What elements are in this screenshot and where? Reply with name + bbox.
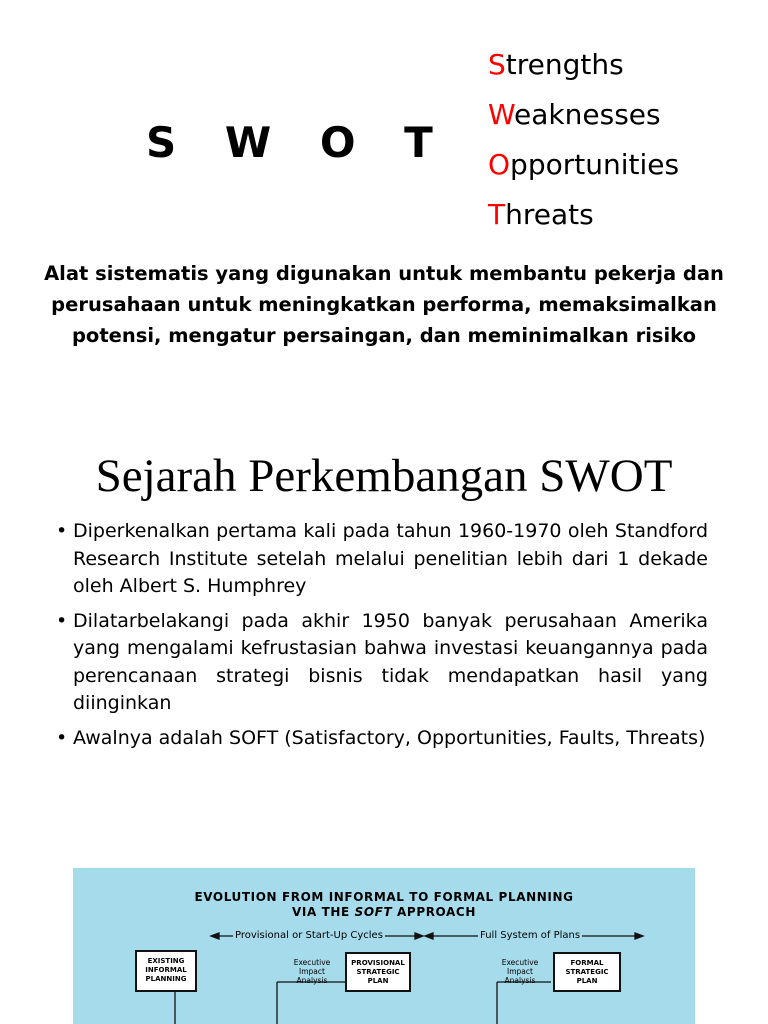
box-line: FORMAL xyxy=(570,959,604,967)
analysis-line: Executive xyxy=(501,958,539,967)
swot-item-strengths xyxy=(488,40,679,90)
bullet-text: Awalnya adalah SOFT (Satisfactory, Opportunities, Faults, Threats) xyxy=(73,726,706,749)
title-emphasis: SOFT xyxy=(354,905,393,919)
analysis-line: Impact xyxy=(299,967,325,976)
bullet-item xyxy=(56,608,708,718)
swot-item-threats xyxy=(488,190,679,240)
box-formal-plan xyxy=(553,952,621,992)
box-line: PROVISIONAL xyxy=(351,959,405,967)
arrowhead-mid-right xyxy=(415,933,423,939)
analysis-line: Analysis xyxy=(296,976,328,985)
diagram-title-line1: EVOLUTION FROM INFORMAL TO FORMAL PLANNING xyxy=(194,890,574,904)
swot-title: S W O T xyxy=(146,118,450,167)
swot-initial: O xyxy=(488,148,511,181)
swot-initial: W xyxy=(488,98,515,131)
box-line: PLAN xyxy=(576,977,598,985)
swot-word: hreats xyxy=(505,198,594,231)
section-heading: Sejarah Perkembangan SWOT xyxy=(95,450,673,502)
box-line: PLANNING xyxy=(145,975,187,983)
swot-initial: T xyxy=(488,198,506,231)
analysis-label-2 xyxy=(489,958,551,985)
bullet-text: Dilatarbelakangi pada akhir 1950 banyak perusahaan Amerika yang mengalami kefrustasian bahwa investasi keuangannya pada perencanaan strategi bisnis tidak mendapatkan hasil yang diinginkan xyxy=(73,609,708,714)
cycle-label-right: Full System of Plans xyxy=(480,930,581,941)
swot-word: pportunities xyxy=(510,148,680,181)
swot-list xyxy=(488,40,679,240)
swot-word: trengths xyxy=(505,48,624,81)
bullet-dot: • xyxy=(56,520,68,542)
bullet-dot: • xyxy=(56,609,68,632)
box-line: INFORMAL xyxy=(145,966,187,974)
diagram-arrows xyxy=(73,868,695,1024)
box-line: PLAN xyxy=(367,977,389,985)
bullet-item xyxy=(56,725,708,753)
soft-planning-diagram xyxy=(73,868,695,1024)
bullet-dot: • xyxy=(56,726,68,749)
cycle-label-left: Provisional or Start-Up Cycles xyxy=(235,930,383,941)
analysis-line: Impact xyxy=(507,967,533,976)
swot-definition: Alat sistematis yang digunakan untuk membantu pekerja dan perusahaan untuk meningkatkan performa, memaksimalkan potensi, mengatur persaingan, dan meminimalkan risiko xyxy=(44,262,724,347)
swot-item-weaknesses xyxy=(488,90,679,140)
analysis-line: Executive xyxy=(293,958,331,967)
bullet-text: Diperkenalkan pertama kali pada tahun 1960-1970 oleh Standford Research Institute setelah melalui penelitian lebih dari 1 dekade oleh Albert S. Humphrey xyxy=(73,520,708,597)
swot-word: eaknesses xyxy=(514,98,661,131)
swot-initial: S xyxy=(488,48,506,81)
analysis-label-1 xyxy=(281,958,343,985)
box-line: EXISTING xyxy=(147,957,185,965)
bullet-item xyxy=(56,518,708,601)
analysis-line: Analysis xyxy=(504,976,536,985)
box-line: STRATEGIC xyxy=(356,968,400,976)
box-line: STRATEGIC xyxy=(565,968,609,976)
box-provisional-plan xyxy=(345,952,411,992)
arrowhead-left xyxy=(211,933,219,939)
title-text: APPROACH xyxy=(392,905,476,919)
title-text: VIA THE xyxy=(292,905,355,919)
bullet-list xyxy=(56,518,708,759)
arrowhead-mid-left xyxy=(425,933,433,939)
box-existing-planning xyxy=(135,950,197,992)
arrowhead-right xyxy=(635,933,643,939)
swot-item-opportunities xyxy=(488,140,679,190)
